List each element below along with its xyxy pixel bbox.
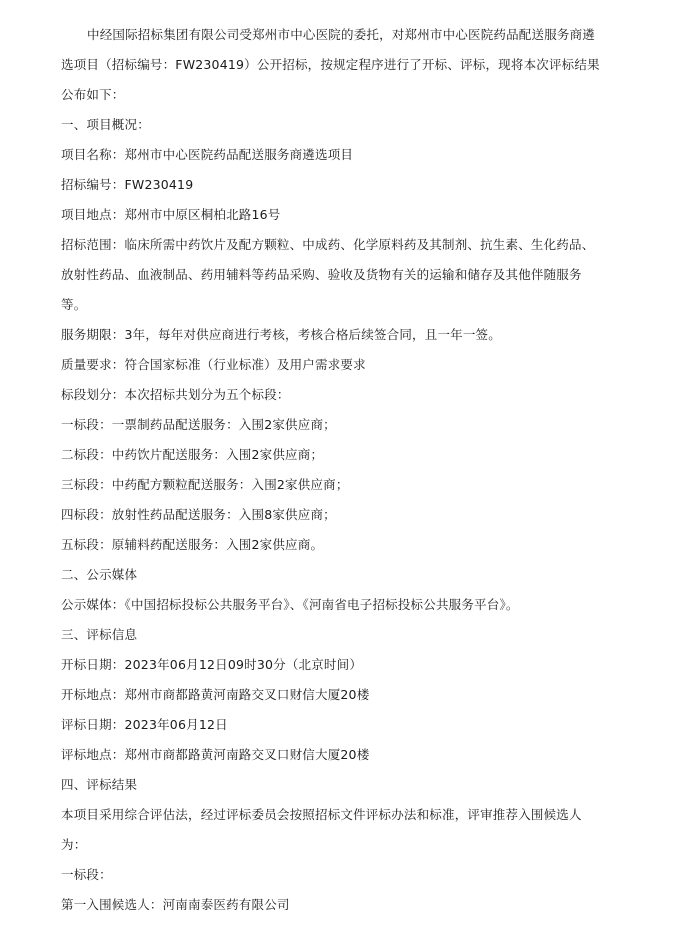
lot-1: 一标段：一票制药品配送服务：入围2家供应商； — [61, 417, 336, 432]
service-period: 服务期限：3年，每年对供应商进行考核，考核合格后续签合同，且一年一签。 — [61, 327, 501, 342]
lot-2: 二标段：中药饮片配送服务：入围2家供应商； — [61, 447, 324, 462]
lot-4: 四标段：放射性药品配送服务：入围8家供应商； — [61, 507, 336, 522]
intro-paragraph: 中经国际招标集团有限公司受郑州市中心医院的委托，对郑州市中心医院药品配送服务商遴选项目（招标编号：FW230419）公开招标，按规定程序进行了开标、评标，现将本次评标结果公布如下： — [61, 27, 600, 102]
project-location: 项目地点：郑州市中原区桐柏北路16号 — [61, 207, 281, 222]
lot-5: 五标段：原辅料药配送服务：入围2家供应商。 — [61, 537, 324, 552]
section-evaluation-result-heading: 四、评标结果 — [61, 777, 138, 792]
quality-requirement: 质量要求：符合国家标准（行业标准）及用户需求要求 — [61, 357, 366, 372]
section-evaluation-info-heading: 三、评标信息 — [61, 627, 138, 642]
bid-opening-date: 开标日期：2023年06月12日09时30分（北京时间） — [61, 657, 363, 672]
result-lot-1-heading: 一标段： — [61, 867, 112, 882]
section-media-heading: 二、公示媒体 — [61, 567, 138, 582]
project-name: 项目名称：郑州市中心医院药品配送服务商遴选项目 — [61, 147, 354, 162]
section-project-overview-heading: 一、项目概况： — [61, 117, 150, 132]
result-intro: 本项目采用综合评估法，经过评标委员会按照招标文件评标办法和标准，评审推荐入围候选人为： — [61, 807, 582, 852]
first-candidate: 第一入围候选人：河南南泰医药有限公司 — [61, 897, 290, 912]
bid-opening-place: 开标地点：郑州市商都路黄河南路交叉口财信大厦20楼 — [61, 687, 370, 702]
tender-scope: 招标范围：临床所需中药饮片及配方颗粒、中成药、化学原料药及其制剂、抗生素、生化药品、放射性药品、血液制品、药用辅料等药品采购、验收及货物有关的运输和储存及其他伴随服务等。 — [61, 237, 595, 312]
announcement-document — [61, 20, 606, 920]
publication-media: 公示媒体：《中国招标投标公共服务平台》、《河南省电子招标投标公共服务平台》。 — [61, 597, 519, 612]
tender-number: 招标编号：FW230419 — [61, 177, 194, 192]
evaluation-date: 评标日期：2023年06月12日 — [61, 717, 228, 732]
lot-3: 三标段：中药配方颗粒配送服务：入围2家供应商； — [61, 477, 349, 492]
lot-division: 标段划分：本次招标共划分为五个标段： — [61, 387, 290, 402]
evaluation-place: 评标地点：郑州市商都路黄河南路交叉口财信大厦20楼 — [61, 747, 370, 762]
